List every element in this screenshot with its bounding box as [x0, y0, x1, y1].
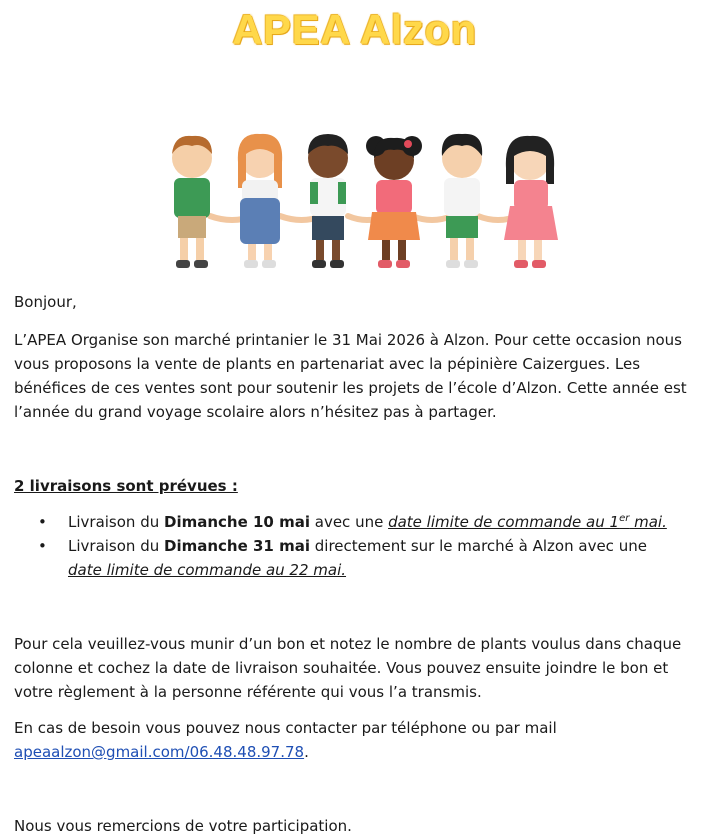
contact-paragraph: [14, 716, 704, 764]
contact-text: En cas de besoin vous pouvez nous contacter par téléphone ou par mail: [14, 719, 557, 737]
children-illustration: [162, 128, 562, 278]
child-figure: [238, 134, 282, 268]
contact-after-link: .: [304, 743, 309, 761]
delivery-middle: directement sur le marché à Alzon avec une: [309, 537, 647, 555]
delivery-prefix: Livraison du: [68, 513, 164, 531]
contact-link[interactable]: apeaalzon@gmail.com/06.48.48.97.78: [14, 743, 305, 761]
child-figure: [172, 136, 212, 268]
delivery-middle: avec une: [309, 513, 389, 531]
child-figure: [442, 134, 482, 268]
bullet-icon: •: [38, 513, 47, 531]
delivery-item: [38, 534, 678, 582]
child-figure: [504, 136, 558, 268]
closing-text: Nous vous remercions de votre participation.: [14, 817, 352, 835]
greeting: Bonjour,: [14, 293, 77, 311]
delivery-day: Dimanche 10 mai: [164, 513, 310, 531]
bullet-icon: •: [38, 537, 47, 555]
delivery-deadline: date limite de commande au 1er mai.: [388, 513, 667, 531]
instructions-paragraph: Pour cela veuillez-vous munir d’un bon et notez le nombre de plants voulus dans chaque colonne et cochez la date de livraison souhaitée. Vous pouvez ensuite joindre le bon et votre règlement à la personne référente qui vous l’a transmis.: [14, 635, 682, 701]
intro-paragraph: L’APEA Organise son marché printanier le 31 Mai 2026 à Alzon. Pour cette occasion nous vous proposons la vente de plants en partenariat avec la pépinière Caizergues. Les bénéfices de ces ventes sont pour soutenir les projets de l’école d’Alzon. Cette année est l’année du grand voyage scolaire alors n’hésitez pas à partager.: [14, 331, 687, 421]
child-figure: [308, 134, 348, 268]
delivery-day: Dimanche 31 mai: [164, 537, 310, 555]
delivery-item: [38, 510, 678, 534]
deadline-superscript: er: [619, 513, 630, 524]
delivery-deadline: date limite de commande au 22 mai.: [68, 561, 347, 579]
child-figure: [366, 136, 422, 268]
delivery-prefix: Livraison du: [68, 537, 164, 555]
deliveries-heading: 2 livraisons sont prévues :: [14, 477, 238, 495]
delivery-list: [38, 510, 678, 582]
page-title: APEA Alzon: [232, 6, 477, 53]
